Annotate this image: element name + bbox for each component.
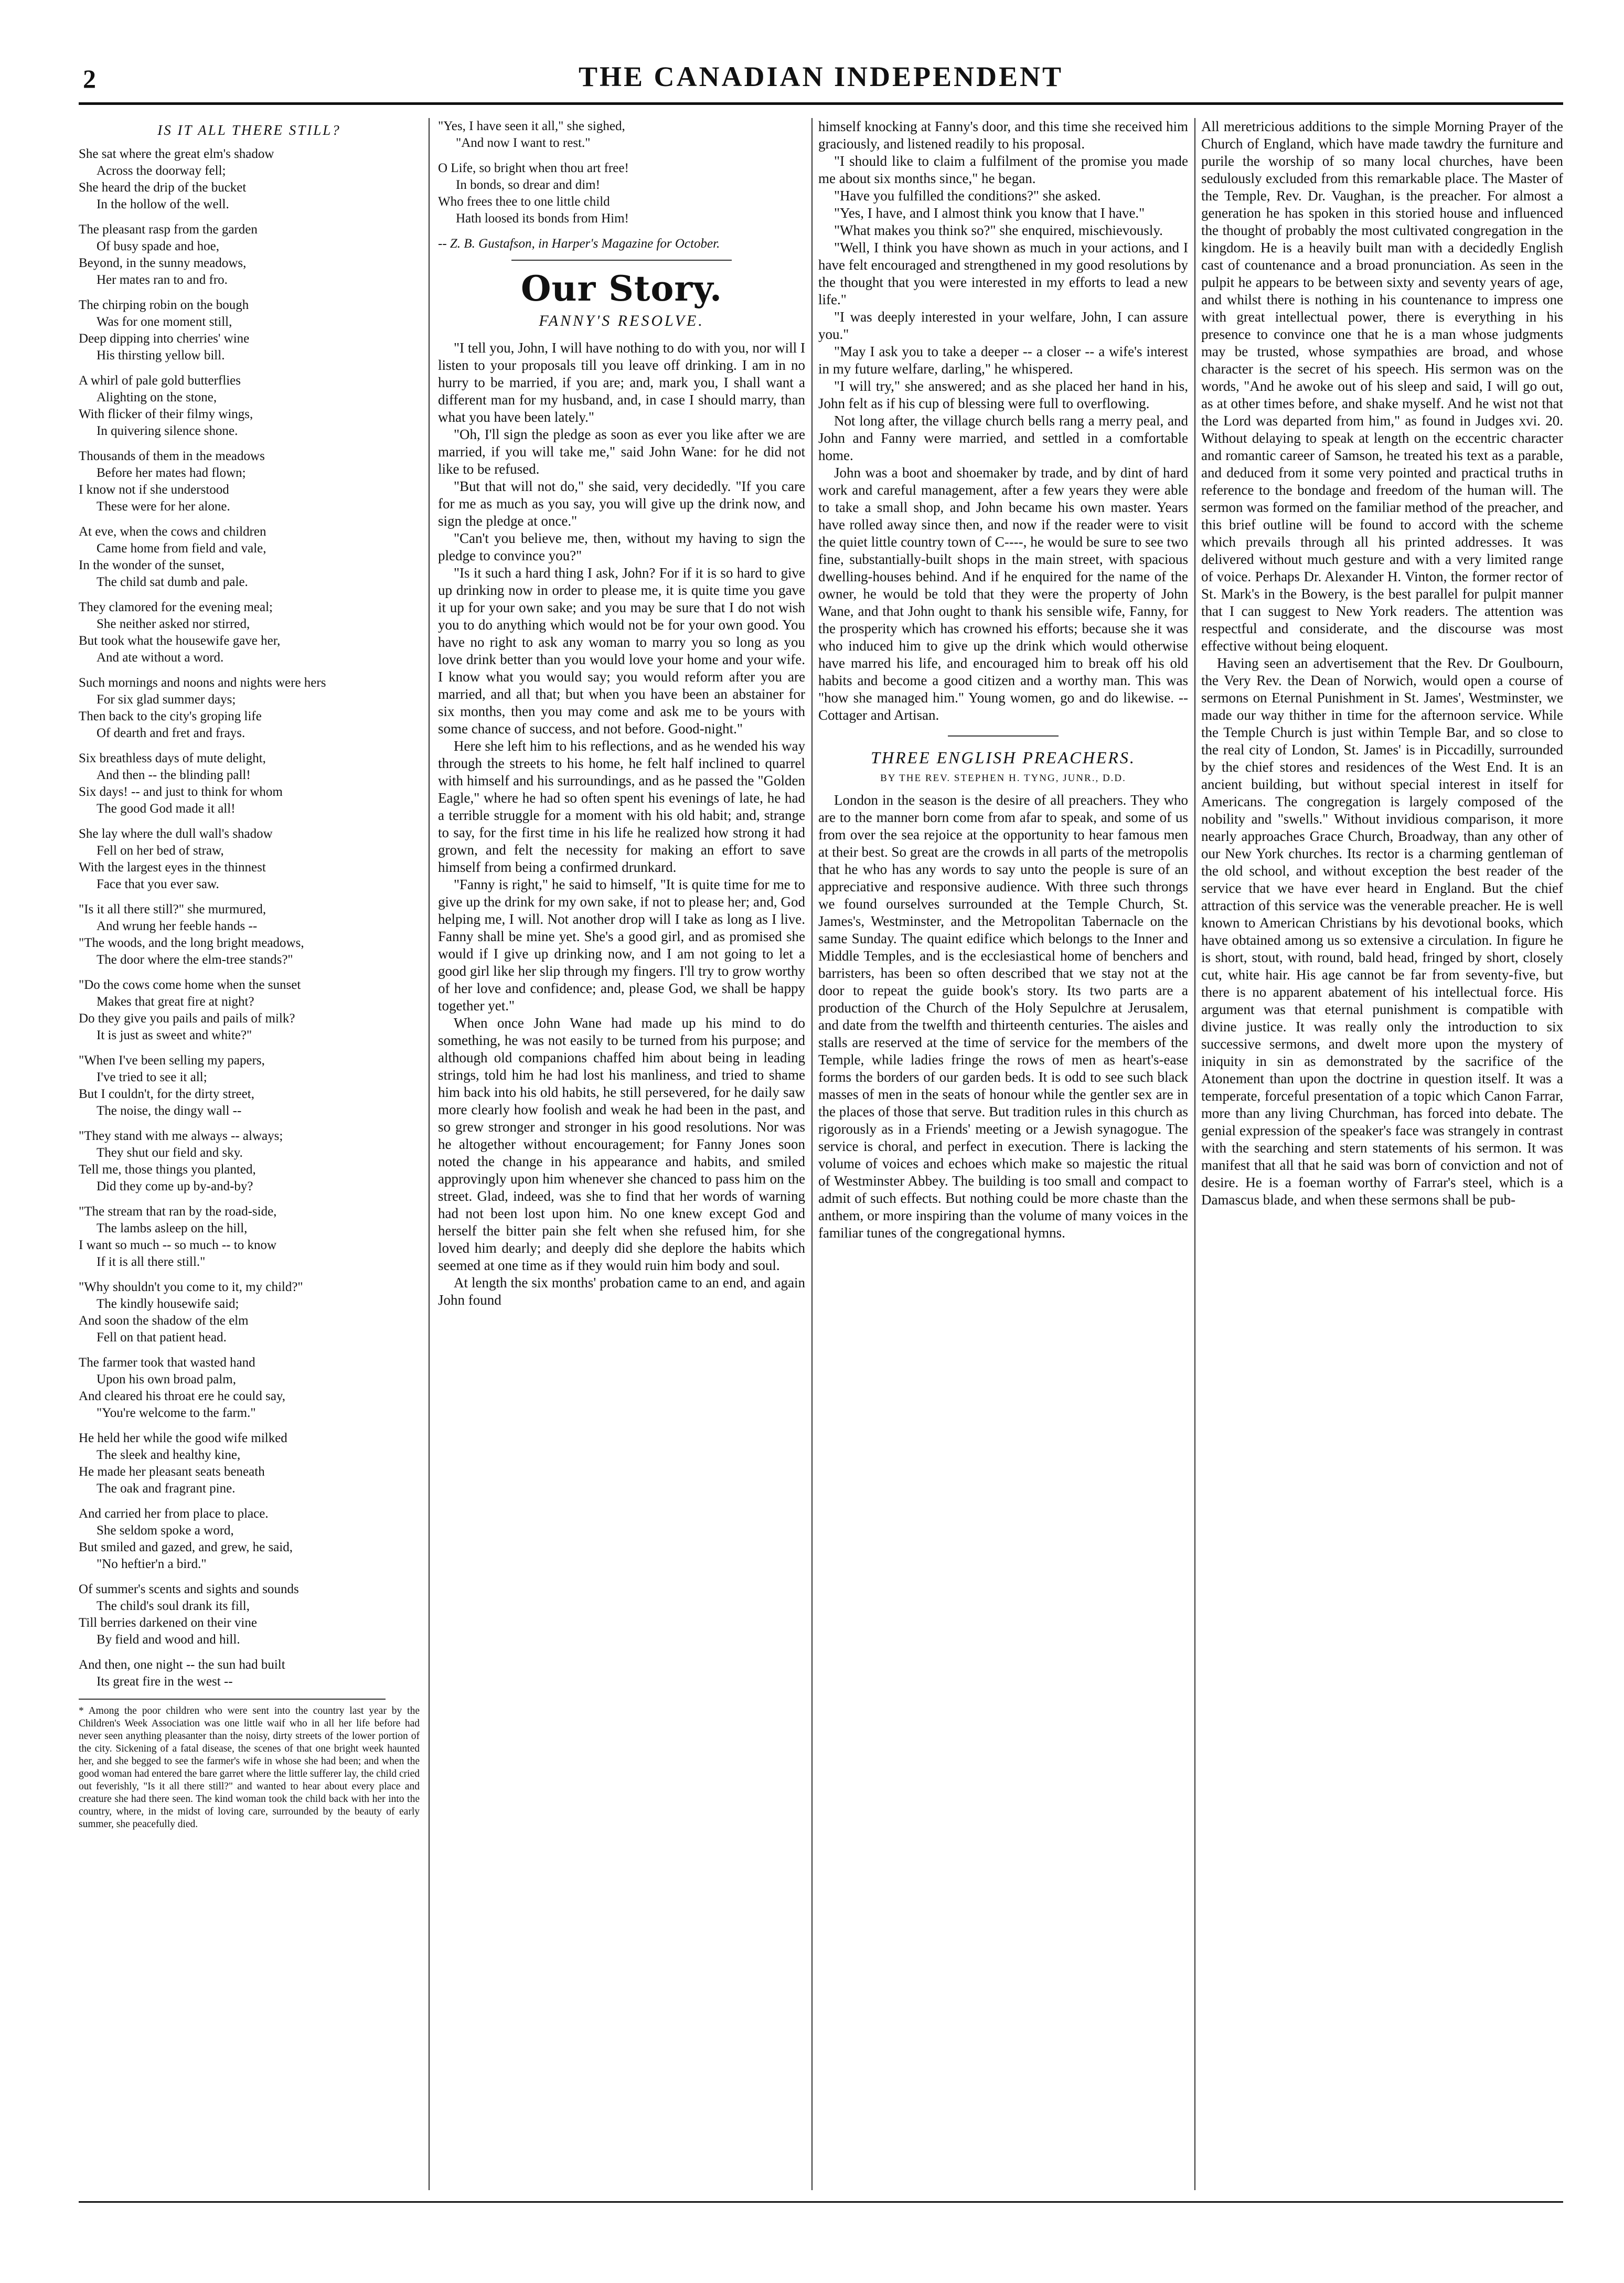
poem-line: If it is all there still." — [97, 1255, 206, 1269]
poem-line: "Is it all there still?" she murmured, — [79, 902, 266, 916]
poem-line: But smiled and gazed, and grew, he said, — [79, 1540, 293, 1554]
poem-stanza — [79, 1279, 420, 1346]
footnote: * Among the poor children who were sent into the country last year by the Children's Week Association was one little waif who in all her life before had never seen anything pleasanter than the noisy, dirty streets of the lower portion of the city. Sickening of a fatal disease, the scenes of that one bright week haunted her, and she begged to see the farmer's wife in whose she had been; and when the good woman had entered the bare garret where the little sufferer lay, the child cried out feverishly, "Is it all there still?" and wanted to hear about every place and creature she had there seen. The kind woman took the child back with her into the country, where, in the midst of loving care, surrounded by the beauty of early summer, she peacefully died. — [79, 1705, 420, 1830]
poem-line: Her mates ran to and fro. — [97, 273, 228, 287]
poem-line: Was for one moment still, — [97, 315, 232, 329]
poem-line: Did they come up by-and-by? — [97, 1179, 253, 1193]
poem-line: The chirping robin on the bough — [79, 298, 249, 312]
poem-line: She seldom spoke a word, — [97, 1523, 234, 1538]
poem-line: And soon the shadow of the elm — [79, 1314, 249, 1328]
page-header — [79, 60, 1563, 102]
poem-line: It is just as sweet and white?" — [97, 1028, 252, 1042]
poem-line: "You're welcome to the farm." — [97, 1406, 256, 1420]
paragraph: "I was deeply interested in your welfare, John, I can assure you." — [818, 309, 1188, 342]
poem-line: Then back to the city's groping life — [79, 709, 262, 723]
poem-line: Thousands of them in the meadows — [79, 449, 265, 463]
column-4 — [1201, 118, 1563, 2195]
poem-stanza — [79, 599, 420, 666]
poem-line: And wrung her feeble hands -- — [97, 919, 258, 933]
page-number: 2 — [83, 64, 96, 93]
poem-stanza — [79, 524, 420, 591]
poem-line: The sleek and healthy kine, — [97, 1448, 241, 1462]
poem-line: Fell on her bed of straw, — [97, 844, 224, 858]
poem-line: The noise, the dingy wall -- — [97, 1104, 242, 1118]
poem-line: His thirsting yellow bill. — [97, 348, 225, 362]
poem-line: Across the doorway fell; — [97, 164, 226, 178]
poem-line: Alighting on the stone, — [97, 390, 217, 404]
poem-line: Such mornings and noons and nights were hers — [79, 676, 326, 690]
poem-line: Makes that great fire at night? — [97, 995, 254, 1009]
poem-line: And cleared his throat ere he could say, — [79, 1389, 286, 1403]
paragraph: All meretricious additions to the simple Morning Prayer of the Church of England, which have made tawdry the furniture and purile the worship of so many local churches, have been sedulously excluded from this remarkable place. The Master of the Temple, Rev. Dr. Vaughan, is the preacher. For almost a generation he has spoken in this storied house and influenced the thought of probably the most cultivated congregation in the kingdom. He is a heavily built man with a decidedly English cast of countenance and a broad pronunciation. As seen in the pulpit he appears to be between sixty and seventy years of age, and whilst there is nothing in his countenance to impress one with great intellectual power, there is everything in his presence to convince one that he is a man whose judgments may be trusted, whose sympathies are broad, and whose character is the secret of his speech. His sermon was on the words, "And he awoke out of his sleep and said, I will go out, as at other times before, and shake myself. And he wist not that the Lord was departed from him," as found in Judges xvi. 20. Without delaying to speak at length on the eccentric character and romantic career of Samson, he treated his text as a parable, and deduced from it some very pointed and practical truths in reference to the bondage and freedom of the human will. The sermon was formed on the familiar method of the preacher, and this brief outline will be found to accord with the scheme which prevails through all his printed addresses. It was delivered without much gesture and with a very limited range of voice. Perhaps Dr. Alexander H. Vinton, the former rector of St. Mark's in the Bowery, is the best parallel for pulpit manner that I can suggest to New York readers. The attention was respectful and considerate, and the discourse was most effective without being eloquent. — [1201, 119, 1563, 654]
poem-line: The farmer took that wasted hand — [79, 1356, 255, 1370]
poem-stanza — [79, 297, 420, 364]
article-body — [818, 792, 1188, 1242]
poem-line: "Yes, I have seen it all," she sighed, — [438, 119, 625, 133]
poem-line: "Why shouldn't you come to it, my child?" — [79, 1280, 303, 1294]
column-divider — [811, 118, 813, 2190]
poem-line: Who frees thee to one little child — [438, 195, 610, 209]
paragraph: "Can't you believe me, then, without my having to sign the pledge to convince you?" — [438, 530, 805, 563]
poem-line: In the hollow of the well. — [97, 197, 229, 211]
paragraph: "I tell you, John, I will have nothing to do with you, nor will I listen to your proposals till you leave off drinking. I am in no hurry to be married, if you are; and, mark you, I shall want a different man for my husband, and, in case I should marry, than what you have been lately." — [438, 340, 805, 425]
poem-line: For six glad summer days; — [97, 692, 236, 707]
poem-line: With flicker of their filmy wings, — [79, 407, 253, 421]
article-body-continued — [1201, 118, 1563, 1209]
poem-line: Of dearth and fret and frays. — [97, 726, 245, 740]
paragraph: "Yes, I have, and I almost think you know that I have." — [834, 205, 1145, 221]
poem-line: In the wonder of the sunset, — [79, 558, 225, 572]
poem-stanza — [79, 977, 420, 1044]
poem-line: The oak and fragrant pine. — [97, 1481, 236, 1496]
poem-title: IS IT ALL THERE STILL? — [157, 122, 341, 138]
poem-stanza — [79, 750, 420, 817]
poem-line: Deep dipping into cherries' wine — [79, 332, 250, 346]
column-1 — [79, 118, 420, 2195]
poem-line: Tell me, those things you planted, — [79, 1162, 256, 1177]
poem-stanza — [79, 1203, 420, 1271]
poem-line: Came home from field and vale, — [97, 541, 266, 556]
poem-line: "Do the cows come home when the sunset — [79, 978, 301, 992]
poem-line: Hath loosed its bonds from Him! — [456, 211, 629, 226]
poem-line: I've tried to see it all; — [97, 1070, 207, 1084]
poem-line: I know not if she understood — [79, 483, 229, 497]
poem-line: With the largest eyes in the thinnest — [79, 860, 266, 874]
poem-credit: -- Z. B. Gustafson, in Harper's Magazine for October. — [438, 237, 720, 251]
poem-line: But took what the housewife gave her, — [79, 634, 281, 648]
article-byline: BY THE REV. STEPHEN H. TYNG, JUNR., D.D. — [880, 773, 1126, 784]
story-body — [438, 339, 805, 1309]
poem-line: In quivering silence shone. — [97, 424, 238, 438]
poem-line: In bonds, so drear and dim! — [456, 178, 600, 192]
poem-stanza — [79, 1430, 420, 1497]
poem-line: These were for her alone. — [97, 499, 230, 514]
poem-line: Six days! -- and just to think for whom — [79, 785, 283, 799]
poem-line: Of summer's scents and sights and sounds — [79, 1582, 299, 1596]
column-divider — [1194, 118, 1195, 2190]
poem-line: Do they give you pails and pails of milk? — [79, 1011, 295, 1026]
poem-line: Face that you ever saw. — [97, 877, 219, 891]
footer-rule — [79, 2201, 1563, 2203]
poem-line: The good God made it all! — [97, 802, 236, 816]
poem-line: At eve, when the cows and children — [79, 525, 266, 539]
poem-line: I want so much -- so much -- to know — [79, 1238, 277, 1252]
poem-line: The child sat dumb and pale. — [97, 575, 248, 589]
paragraph: "May I ask you to take a deeper -- a closer -- a wife's interest in my future welfare, darling," he whispered. — [818, 344, 1188, 377]
story-body-continued — [818, 118, 1188, 724]
poem-stanza — [438, 118, 805, 152]
poem-stanza — [79, 448, 420, 515]
paragraph: When once John Wane had made up his mind to do something, he was not easily to be turned from his purpose; and although old companions chaffed him about being in leading strings, told him he had lost his manliness, and tried to shame him back into his old habits, he still persevered, for he daily saw more clearly how foolish and weak he had been in the past, and so grew stronger and stronger in his good resolutions. Nor was he altogether without encouragement; for Fanny Jones soon noted the change in his appearance and habits, and smiled approvingly upon him whenever she chanced to pass him on the street. Glad, indeed, was she to find that her words of warning had not been lost upon him. No one knew except God and herself the bitter pain she felt when she refused him, for she loved him dearly; and deeply did she deplore the habits which seemed at one time as if they would ruin him body and soul. — [438, 1015, 805, 1273]
section-rule — [511, 260, 732, 261]
poem-line: And carried her from place to place. — [79, 1507, 269, 1521]
poem-line: She heard the drip of the bucket — [79, 180, 247, 195]
poem-line: The pleasant rasp from the garden — [79, 222, 258, 237]
header-rule — [79, 102, 1563, 105]
paragraph: "What makes you think so?" she enquired, mischievously. — [834, 222, 1163, 238]
paragraph: "Fanny is right," he said to himself, "It is quite time for me to give up the drink for my own sake, if not to please her; and, God helping me, I will. Not another drop will I take as long as I live. Fanny shall be mine yet. She's a good girl, and as promised she would if I give up drinking now, and I am not going to let a good girl like her slip through my fingers. I'll try to grow worthy of her love and confidence; and, please God, we shall be happy together yet." — [438, 877, 805, 1014]
poem-line: She lay where the dull wall's shadow — [79, 827, 273, 841]
poem-body-continued — [79, 826, 420, 1690]
poem-line: "No heftier'n a bird." — [97, 1557, 207, 1571]
column-divider — [429, 118, 430, 2190]
paragraph: "But that will not do," she said, very decidedly. "If you care for me as much as you say, you will give up the drink now, and sign the pledge at once." — [438, 478, 805, 529]
paragraph: Having seen an advertisement that the Rev. Dr Goulbourn, the Very Rev. the Dean of Norwich, would open a course of sermons on Eternal Punishment in St. James', Westminster, we made our way thither in time for the afternoon service. While the Temple Church is just within Temple Bar, and so close to the real city of London, St. James' is in Piccadilly, surrounded by the chief stores and residences of the West End. It is an ancient building, but without special interest in itself for Americans. The congregation is largely composed of the nobility and "swells." Without invidious comparison, it more nearly approaches Grace Church, Broadway, than any other of our New York churches. Its rector is a charming gentleman of the old school, and without exception the best reader of the service that we have ever heard in England. But the chief attraction of this service was the venerable preacher. He is well known to American Christians by his devotional books, which have obtained among us so extensive a circulation. In figure he is short, stout, with round, bald head, fringed by short, closely cut, white hair. His age cannot be far from seventy-five, but there is no apparent abatement of his intellectual force. His argument was that eternal punishment is compatible with divine justice. It was really only the introduction to six successive sermons, and dwelt more upon the mystery of iniquity in sin as demonstrated by the sacrifice of the Atonement than upon the doctrine in question itself. It was a temperate, forceful presentation of a topic which Canon Farrar, more than any living Churchman, has forced into debate. The genial expression of the speaker's face was strangely in contrast with the searching and stern statements of his sermon. It was manifest that all that he said was born of conviction and not of desire. He is a foeman worthy of Farrar's steel, which is a Damascus blade, and when these sermons shall be pub- — [1201, 655, 1563, 1208]
poem-stanza — [79, 1128, 420, 1195]
poem-line: They shut our field and sky. — [97, 1146, 243, 1160]
paragraph: Not long after, the village church bells rang a merry peal, and John and Fanny were married, and settled in a comfortable home. — [818, 413, 1188, 463]
poem-line: But I couldn't, for the dirty street, — [79, 1087, 254, 1101]
poem-line: The lambs asleep on the hill, — [97, 1221, 248, 1235]
poem-line: "The stream that ran by the road-side, — [79, 1204, 277, 1219]
poem-line: Fell on that patient head. — [97, 1330, 227, 1345]
paragraph: "Oh, I'll sign the pledge as soon as ever you like after we are married, if you will take me," said John Wane: for he did not like to be refused. — [438, 426, 805, 477]
poem-line: Upon his own broad palm, — [97, 1372, 236, 1386]
poem-stanza — [79, 901, 420, 968]
story-section-heading: Our Story. — [521, 268, 722, 309]
poem-line: Before her mates had flown; — [97, 466, 246, 480]
poem-line: By field and wood and hill. — [97, 1633, 240, 1647]
poem-stanza — [438, 160, 805, 227]
poem-line: The door where the elm-tree stands?" — [97, 953, 293, 967]
poem-line: And then -- the blinding pall! — [97, 768, 251, 782]
paragraph: "I will try," she answered; and as she placed her hand in his, John felt as if his cup of blessing were full to overflowing. — [818, 378, 1188, 411]
masthead: THE CANADIAN INDEPENDENT — [578, 61, 1064, 92]
poem-line: And ate without a word. — [97, 650, 224, 665]
poem-line: "The woods, and the long bright meadows, — [79, 936, 304, 950]
poem-line: Beyond, in the sunny meadows, — [79, 256, 247, 270]
poem-stanza — [79, 146, 420, 213]
poem-line: A whirl of pale gold butterflies — [79, 374, 241, 388]
poem-line: "When I've been selling my papers, — [79, 1053, 265, 1068]
poem-stanza — [79, 826, 420, 893]
poem-ending — [438, 118, 805, 227]
paragraph: "Is it such a hard thing I ask, John? For if it is so hard to give up drinking now in order to please me, it is quite time you gave it up for your own sake; and you may be sure that I do not wish you to do anything which would not be for your own good. You have no right to ask any woman to marry you so long as you love drink better than you would love your home and your wife. I know what you would say; you would reform after you are married, and all that; but when you have been an abstainer for six months, then you may come and ask me to be yours with some chance of success, and not before. Good-night." — [438, 565, 805, 737]
story-title: FANNY'S RESOLVE. — [539, 312, 704, 329]
column-3 — [818, 118, 1188, 2195]
poem-stanza — [79, 1581, 420, 1648]
poem-line: And then, one night -- the sun had built — [79, 1658, 285, 1672]
poem-stanza — [79, 1657, 420, 1690]
poem-line: Its great fire in the west -- — [97, 1674, 233, 1689]
column-2 — [438, 118, 805, 2195]
poem-line: O Life, so bright when thou art free! — [438, 161, 629, 175]
poem-stanza — [79, 221, 420, 289]
footnote-rule — [79, 1699, 386, 1700]
paragraph: Here she left him to his reflections, and as he wended his way through the streets to his home, he felt half inclined to quarrel with himself and his surroundings, and as he passed the "Golden Eagle," where he had so often spent his evenings of late, he had a terrible struggle for a moment with his old habit; and, strange to say, for the first time in his life he realized how strong it had grown, and felt the necessity for making an effort to save himself from being a confirmed drunkard. — [438, 738, 805, 875]
poem-line: He held her while the good wife milked — [79, 1431, 287, 1445]
poem-stanza — [79, 675, 420, 742]
poem-line: Six breathless days of mute delight, — [79, 751, 266, 765]
paragraph: himself knocking at Fanny's door, and this time she received him graciously, and listened readily to his proposal. — [818, 119, 1188, 152]
article-rule — [948, 735, 1059, 737]
poem-line: The child's soul drank its fill, — [97, 1599, 250, 1613]
poem-line: Of busy spade and hoe, — [97, 239, 219, 253]
paragraph: At length the six months' probation came to an end, and again John found — [438, 1275, 805, 1308]
poem-body — [79, 146, 420, 817]
poem-line: Till berries darkened on their vine — [79, 1616, 257, 1630]
poem-stanza — [79, 1354, 420, 1422]
poem-line: He made her pleasant seats beneath — [79, 1465, 265, 1479]
paragraph: "Well, I think you have shown as much in your actions, and I have felt encouraged and strengthened in my good resolutions by the thought that you were interested in my efforts to lead a new life." — [818, 240, 1188, 307]
poem-line: They clamored for the evening meal; — [79, 600, 273, 614]
poem-line: She sat where the great elm's shadow — [79, 147, 274, 161]
poem-line: "And now I want to rest." — [456, 136, 591, 150]
poem-stanza — [79, 1052, 420, 1119]
poem-line: She neither asked nor stirred, — [97, 617, 250, 631]
paragraph: "Have you fulfilled the conditions?" she asked. — [834, 188, 1101, 204]
poem-stanza — [79, 372, 420, 440]
poem-stanza — [79, 1506, 420, 1573]
paragraph: London in the season is the desire of all preachers. They who are to the manner born come from afar to speak, and some of us from over the sea rejoice at the opportunity to hear famous men at their best. So great are the crowds in all parts of the metropolis that he who has any words to say unto the people is sure of an appreciative and responsive audience. With three such throngs we found ourselves surrounded at the Temple Church, St. James's, Westminster, and the Metropolitan Tabernacle on the same Sunday. The quaint edifice which belongs to the Inner and Middle Temples, and is the ecclesiastical home of benchers and barristers, has been so often described that we stay not at the door to repeat the guide book's story. Its two parts are a production of the Church of the Holy Sepulchre at Jerusalem, and date from the twelfth and thirteenth centuries. The aisles and stalls are reserved at the time of service for the members of the Temple, while ladies fringe the rows of men as heart's-ease forms the borders of our garden beds. It is odd to see such black masses of men in the seats of honour while the gentler sex are in the places of those that serve. But tradition rules in this church as rigorously as in a Friends' meeting or a Jewish synagogue. The service is choral, and perfect in execution. There is lacking the volume of voices and echoes which make so majestic the ritual of Westminster Abbey. The building is too small and compact to admit of such effects. But nothing could be more chaste than the anthem, or more inspiring than the volume of many voices in the familiar tunes of the congregational hymns. — [818, 792, 1188, 1241]
paragraph: John was a boot and shoemaker by trade, and by dint of hard work and careful management, after a few years they were able to take a small shop, and John became his own master. Years have rolled away since then, and now if the reader were to visit the quiet little country town of C----, he would be sure to see two fine, substantially-built shops in the main street, with spacious dwelling-houses behind. And if he enquired for the name of the owner, he would be told that they were the property of John Wane, and that John ought to thank his sensible wife, Fanny, for the prosperity which has crowned his efforts; because she it was who induced him to give up the drink which would otherwise have marred his life, and encouraged him to break off his old habits and become a good citizen and a worthy man. This was "how she managed him." Young women, go and do likewise. -- Cottager and Artisan. — [818, 465, 1188, 723]
poem-line: The kindly housewife said; — [97, 1297, 239, 1311]
paragraph: "I should like to claim a fulfilment of the promise you made me about six months since," he began. — [818, 153, 1188, 186]
poem-line: "They stand with me always -- always; — [79, 1129, 283, 1143]
article-title: THREE ENGLISH PREACHERS. — [871, 748, 1136, 767]
